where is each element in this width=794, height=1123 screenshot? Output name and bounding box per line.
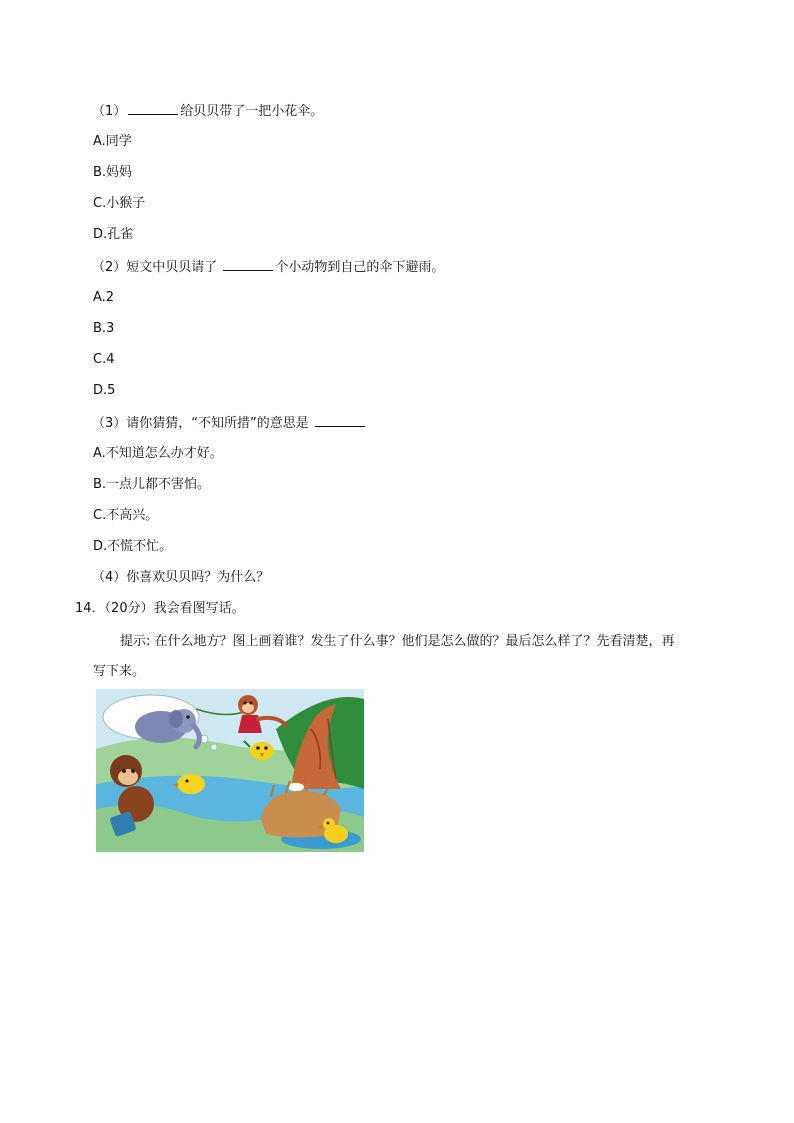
question-13-4: （4）你喜欢贝贝吗？为什么？ bbox=[92, 570, 270, 585]
question-14-heading: 14．（20分）我会看图写话。 bbox=[75, 601, 245, 616]
option-a: A.2 bbox=[93, 290, 115, 305]
question-13-2 bbox=[92, 258, 444, 277]
question-13-2-prefix: （2）短文中贝贝请了 bbox=[92, 260, 222, 275]
answer-blank bbox=[223, 258, 273, 271]
option-b: B.3 bbox=[93, 321, 115, 336]
answer-blank bbox=[128, 102, 178, 115]
option-c: C.不高兴。 bbox=[93, 508, 159, 523]
answer-blank bbox=[315, 414, 365, 427]
option-c: C.4 bbox=[93, 352, 115, 367]
question-13-2-text: 个小动物到自己的伞下避雨。 bbox=[275, 260, 445, 275]
option-d: D.不慌不忙。 bbox=[93, 539, 173, 554]
question-14-hint-line-1: 提示: 在什么地方？图上画着谁？发生了什么事？他们是怎么做的？最后怎么样了？先看清楚，再 bbox=[120, 634, 675, 649]
option-c: C.小猴子 bbox=[93, 196, 146, 211]
option-a: A.不知道怎么办才好。 bbox=[93, 446, 223, 461]
question-13-1-text: 给贝贝带了一把小花伞。 bbox=[180, 104, 324, 119]
option-b: B.妈妈 bbox=[93, 165, 133, 180]
question-13-3 bbox=[92, 414, 367, 433]
question-13-1 bbox=[92, 102, 323, 121]
option-a: A.同学 bbox=[93, 134, 132, 149]
option-b: B.一点儿都不害怕。 bbox=[93, 477, 211, 492]
question-14-hint-line-2: 写下来。 bbox=[93, 664, 146, 679]
question-13-3-prefix: （3）请你猜猜，“不知所措”的意思是 bbox=[92, 416, 313, 431]
option-d: D.5 bbox=[93, 383, 116, 398]
story-illustration bbox=[96, 689, 364, 852]
option-d: D.孔雀 bbox=[93, 227, 134, 242]
question-13-1-prefix: （1） bbox=[92, 104, 127, 119]
